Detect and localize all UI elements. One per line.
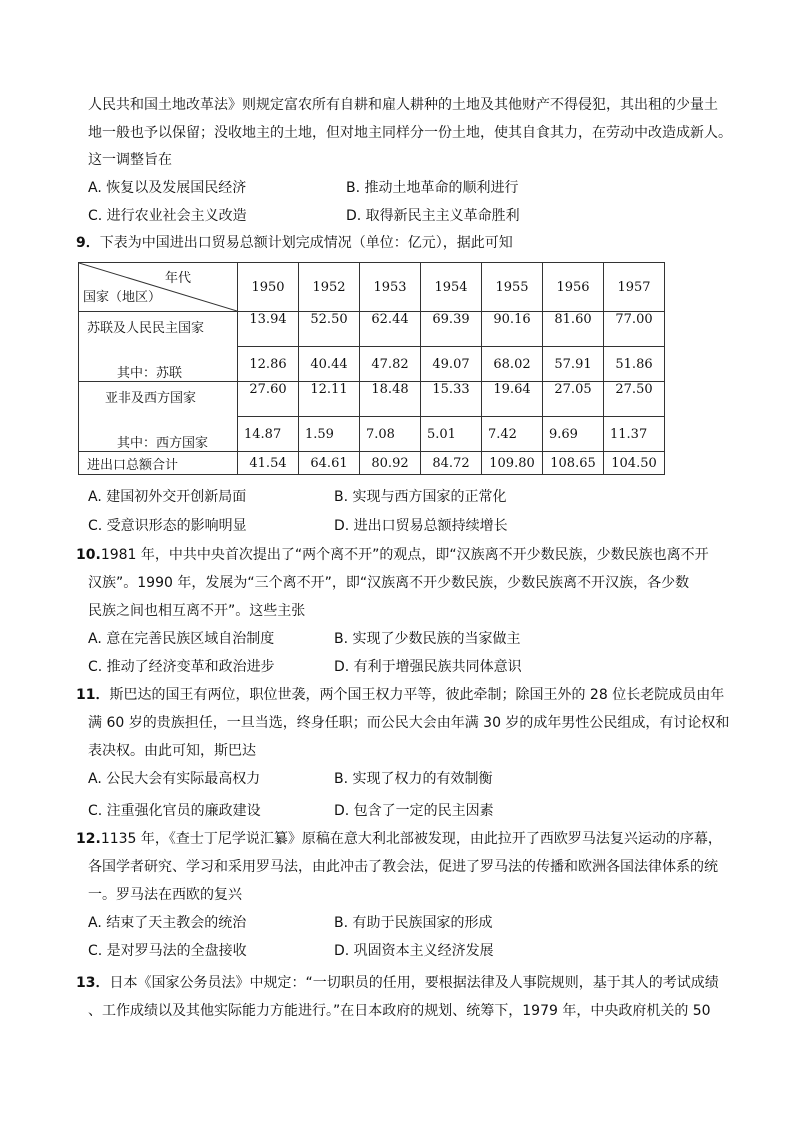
q9-option-c[interactable]: C. 受意识形态的影响明显 [88, 518, 247, 534]
table-header-row [79, 263, 665, 312]
table-cell: 80.92 [360, 452, 421, 475]
q11-number: 11． [76, 687, 110, 703]
table-cell: 11.37 [604, 417, 665, 452]
row-group-soviet-bloc [79, 312, 238, 382]
q11-option-c[interactable]: C. 注重强化官员的廉政建设 [88, 803, 261, 819]
q10-line-1: 1981 年，中共中央首次提出了“两个离不开”的观点，即“汉族离不开少数民族，少数民族也离不开 [100, 547, 709, 563]
table-cell: 69.39 [421, 312, 482, 347]
table-cell: 40.44 [299, 347, 360, 382]
row-label: 苏联及人民民主国家 [87, 321, 205, 336]
table-cell: 18.48 [360, 382, 421, 417]
year-header: 1952 [299, 263, 360, 312]
year-header: 1957 [604, 263, 665, 312]
table-cell: 7.08 [360, 417, 421, 452]
table-cell: 7.42 [482, 417, 543, 452]
q12-text-line-1 [76, 829, 722, 849]
year-header: 1953 [360, 263, 421, 312]
q11-text-line-1 [76, 685, 724, 705]
q12-text-line-3: 一。罗马法在西欧的复兴 [88, 887, 242, 903]
year-header: 1955 [482, 263, 543, 312]
table-cell: 109.80 [482, 452, 543, 475]
table-cell: 27.50 [604, 382, 665, 417]
table-cell: 51.86 [604, 347, 665, 382]
q12-option-b[interactable]: B. 有助于民族国家的形成 [334, 915, 493, 931]
q9-number: 9． [76, 235, 100, 251]
q9-stem-text: 下表为中国进出口贸易总额计划完成情况（单位：亿元），据此可知 [99, 235, 513, 251]
year-header: 1950 [238, 263, 299, 312]
table-cell: 52.50 [299, 312, 360, 347]
q10-text-line-3: 民族之间也相互离不开”。这些主张 [88, 603, 306, 619]
row-label-sub: 其中：西方国家 [117, 436, 209, 451]
table-row [79, 382, 665, 417]
q10-text-line-2: 汉族”。1990 年，发展为“三个离不开”，即“汉族离不开少数民族，少数民族离不开汉族，各少数 [88, 575, 690, 591]
table-cell: 64.61 [299, 452, 360, 475]
q8-option-b[interactable]: B. 推动土地革命的顺利进行 [346, 180, 519, 196]
q12-number: 12. [76, 831, 101, 847]
q12-option-a[interactable]: A. 结束了天主教会的统治 [88, 915, 247, 931]
q12-line-1: 1135 年，《查士丁尼学说汇纂》原稿在意大利北部被发现，由此拉开了西欧罗马法复兴运动的序幕， [100, 831, 722, 847]
table-cell: 5.01 [421, 417, 482, 452]
q10-option-d[interactable]: D. 有利于增强民族共同体意识 [334, 659, 522, 675]
table-cell: 104.50 [604, 452, 665, 475]
q13-line-1: 日本《国家公务员法》中规定：“一切职员的任用，要根据法律及人事院规则，基于其人的考试成绩 [109, 975, 719, 991]
row-label: 亚非及西方国家 [105, 391, 197, 406]
q8-option-a[interactable]: A. 恢复以及发展国民经济 [88, 180, 247, 196]
table-cell: 57.91 [543, 347, 604, 382]
q10-text-line-1 [76, 545, 709, 565]
q13-text-line-1 [76, 973, 719, 993]
table-cell: 15.33 [421, 382, 482, 417]
q10-option-c[interactable]: C. 推动了经济变革和政治进步 [88, 659, 275, 675]
q8-text-line-3: 这一调整旨在 [88, 152, 172, 168]
table-cell: 9.69 [543, 417, 604, 452]
table-cell: 12.11 [299, 382, 360, 417]
q8-option-c[interactable]: C. 进行农业社会主义改造 [88, 208, 247, 224]
q13-number: 13． [76, 975, 110, 991]
table-cell: 68.02 [482, 347, 543, 382]
table-cell: 47.82 [360, 347, 421, 382]
table-cell: 49.07 [421, 347, 482, 382]
q8-text-line-1: 人民共和国土地改革法》则规定富农所有自耕和雇人耕种的土地及其他财产不得侵犯，其出租的少量土 [88, 97, 718, 113]
q10-number: 10. [76, 547, 101, 563]
q10-option-a[interactable]: A. 意在完善民族区域自治制度 [88, 631, 275, 647]
table-cell: 41.54 [238, 452, 299, 475]
table-cell: 12.86 [238, 347, 299, 382]
table-cell: 14.87 [238, 417, 299, 452]
q11-text-line-3: 表决权。由此可知，斯巴达 [88, 743, 256, 759]
q8-option-d[interactable]: D. 取得新民主主义革命胜利 [346, 208, 520, 224]
row-group-afro-asian-western [79, 382, 238, 452]
row-label-sub: 其中：苏联 [117, 366, 183, 381]
q13-text-line-2: 、工作成绩以及其他实际能力方能进行。”在日本政府的规划、统筹下，1979 年，中央政府机关的 50 [88, 1003, 711, 1019]
table-corner-header [79, 263, 238, 312]
q11-line-1: 斯巴达的国王有两位，职位世袭，两个国王权力平等，彼此牵制；除国王外的 28 位长老院成员由年 [109, 687, 725, 703]
q12-option-c[interactable]: C. 是对罗马法的全盘接收 [88, 943, 247, 959]
table-cell: 90.16 [482, 312, 543, 347]
table-cell: 27.60 [238, 382, 299, 417]
table-cell: 27.05 [543, 382, 604, 417]
header-country: 国家（地区） [83, 290, 162, 305]
q11-option-a[interactable]: A. 公民大会有实际最高权力 [88, 771, 261, 787]
table-cell: 81.60 [543, 312, 604, 347]
table-row [79, 312, 665, 347]
table-cell: 77.00 [604, 312, 665, 347]
q9-option-d[interactable]: D. 进出口贸易总额持续增长 [334, 518, 508, 534]
table-cell: 13.94 [238, 312, 299, 347]
q11-text-line-2: 满 60 岁的贵族担任，一旦当选，终身任职；而公民大会由年满 30 岁的成年男性公民组成，有讨论权和 [88, 715, 730, 731]
year-header: 1954 [421, 263, 482, 312]
year-header: 1956 [543, 263, 604, 312]
table-cell: 1.59 [299, 417, 360, 452]
q9-option-a[interactable]: A. 建国初外交开创新局面 [88, 489, 247, 505]
q9-option-b[interactable]: B. 实现与西方国家的正常化 [334, 489, 507, 505]
q9-stem [76, 233, 513, 253]
table-cell: 108.65 [543, 452, 604, 475]
q8-text-line-2: 地一般也予以保留；没收地主的土地，但对地主同样分一份土地，使其自食其力，在劳动中改造成新人。 [88, 125, 732, 141]
table-cell: 19.64 [482, 382, 543, 417]
table-cell: 62.44 [360, 312, 421, 347]
q12-text-line-2: 各国学者研究、学习和采用罗马法，由此冲击了教会法，促进了罗马法的传播和欧洲各国法律体系的统 [88, 859, 718, 875]
table-total-row [79, 452, 665, 475]
trade-table [78, 262, 665, 475]
table-cell: 84.72 [421, 452, 482, 475]
header-year: 年代 [164, 271, 191, 286]
row-label: 进出口总额合计 [79, 452, 238, 475]
q10-option-b[interactable]: B. 实现了少数民族的当家做主 [334, 631, 521, 647]
q11-option-d[interactable]: D. 包含了一定的民主因素 [334, 803, 494, 819]
q11-option-b[interactable]: B. 实现了权力的有效制衡 [334, 771, 493, 787]
q12-option-d[interactable]: D. 巩固资本主义经济发展 [334, 943, 494, 959]
